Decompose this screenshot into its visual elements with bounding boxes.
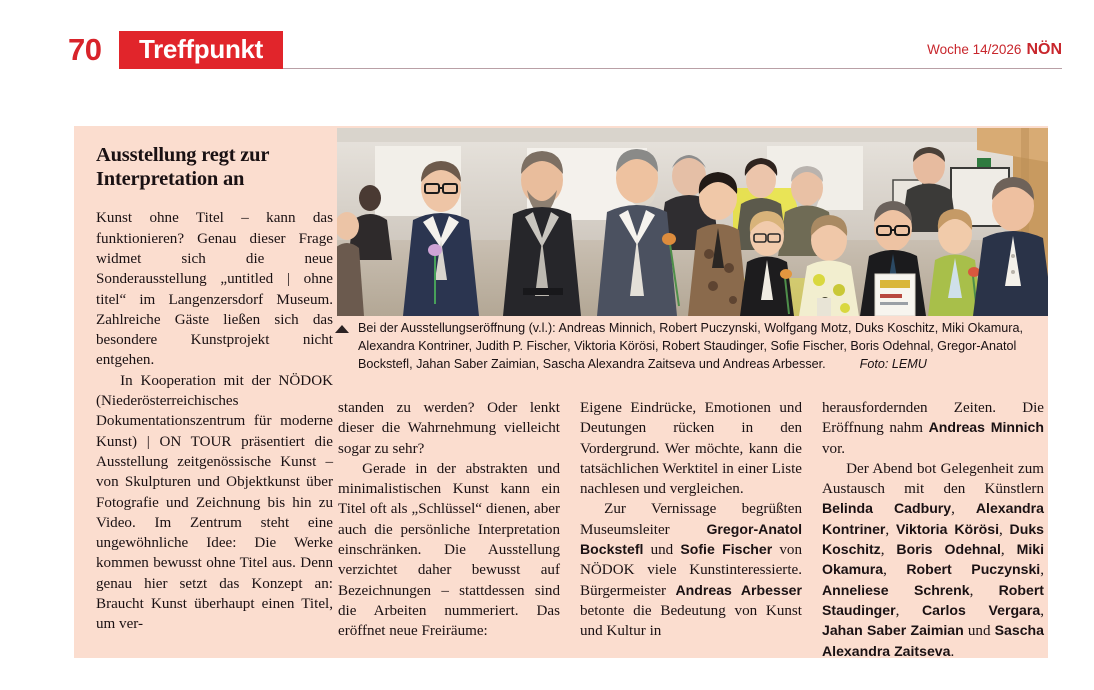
body-text: ,	[880, 542, 897, 559]
brand-logo: NÖN	[1026, 41, 1062, 58]
issue-week: Woche 14/2026	[927, 42, 1022, 57]
page-masthead	[0, 0, 1094, 95]
body-text: ,	[998, 521, 1010, 538]
body-text: ,	[883, 562, 907, 579]
body-paragraph	[338, 398, 560, 459]
body-text: Zur Vernissage begrüßten Museumsleiter	[580, 501, 802, 538]
section-tag-label: Treffpunkt	[138, 34, 264, 64]
body-text: betonte die Bedeutung von Kunst und Kultur in	[580, 602, 802, 640]
body-column-4	[822, 398, 1045, 660]
section-tag	[119, 31, 283, 69]
body-text: ,	[951, 501, 976, 518]
body-paragraph	[580, 398, 802, 499]
person-name: Duks Koschitz	[822, 520, 1045, 558]
photo-credit: Foto: LEMU	[859, 356, 927, 371]
body-text: ,	[1040, 562, 1045, 579]
person-name: Viktoria Körösi	[895, 520, 999, 537]
article-panel	[74, 126, 1048, 658]
body-text: und	[643, 542, 681, 559]
body-text: von NÖDOK viele Kunstinteressierte. Bürgermeister	[580, 542, 803, 599]
person-name: Sofie Fischer	[680, 541, 773, 558]
intro-paragraph: Kunst ohne Titel – kann das funktionieren? Genau dieser Frage widmet sich die neue Sonderausstellung „untitled | ohne titel“ im Langenzersdorf Museum. Zahlreiche Gäste ließen sich das besondere Kunstprojekt nicht entgehen.	[96, 210, 333, 369]
person-name: Miki Okamura	[822, 541, 1044, 578]
event-photo	[337, 128, 1048, 316]
person-name: Gregor-Anatol Bockstefl	[580, 520, 802, 558]
person-name: Andreas Arbesser	[675, 581, 802, 598]
body-paragraph	[338, 459, 560, 642]
person-name: Robert Staudinger	[822, 581, 1044, 618]
body-column-3	[580, 398, 802, 648]
article-body-columns	[96, 398, 1045, 660]
person-name: Alexandra Kontriner	[822, 500, 1044, 537]
person-name: Jahan Saber Zaimian	[822, 622, 964, 639]
body-text: vor.	[822, 440, 846, 457]
header-divider	[283, 68, 1062, 69]
issue-info	[927, 42, 1062, 58]
triangle-up-icon	[335, 325, 349, 333]
person-name: Boris Odehnal	[896, 541, 1001, 558]
intro-paragraph: In Kooperation mit der NÖDOK (Niederösterreichisches Dokumentationszentrum für moderne Kunst) | ON TOUR präsentiert die Ausstellung zeitgenössische Kunst – von Skulpturen und Objektkunst über Fotografie und Zeichnung bis hin zu Video. Im Zentrum steht eine ungewöhnliche Idee: Die Werke kommen bewusst ohne Titel aus. Denn genau hier setzt das Konzept an: Braucht Kunst überhaupt einen Titel, um ver-	[96, 372, 333, 633]
body-paragraph	[822, 459, 1044, 662]
body-text: Gerade in der abstrakten und minimalistischen Kunst kann ein Titel oft als „Schlüssel“ dienen, aber auch die persönliche Interpretation einschränken. Die Ausstellung verzichtet daher bewusst auf Bezeichnungen – stattdessen sind die Arbeiten nummeriert. Das eröffnet neue Freiräume:	[338, 460, 560, 640]
body-paragraph	[580, 499, 802, 641]
person-name: Belinda Cadbury	[822, 500, 952, 517]
body-paragraph	[822, 398, 1044, 459]
person-name: Carlos Vergara	[921, 601, 1041, 618]
photo-caption	[335, 320, 1048, 374]
body-column-1	[96, 398, 318, 648]
page-number: 70	[68, 32, 102, 67]
person-name: Sascha Alexandra Zaitseva	[822, 622, 1044, 659]
body-column-2	[338, 398, 560, 648]
body-text: ,	[1000, 542, 1017, 559]
body-text: ,	[1040, 602, 1044, 619]
body-text: herausfordernden Zeiten. Die Eröffnung nahm	[822, 400, 1044, 437]
body-text: ,	[895, 602, 922, 619]
body-text: und	[963, 623, 995, 640]
event-photo-image	[337, 128, 1048, 316]
article-headline: Ausstellung regt zur Interpretation an	[96, 144, 269, 191]
body-text: ,	[885, 521, 896, 538]
person-name: Robert Puczynski	[906, 561, 1041, 578]
body-text: Eigene Eindrücke, Emotionen und Deutungen rücken in den Vordergrund. Wer möchte, kann die tatsächlichen Werktitel in einer Liste nachlesen und vergleichen.	[580, 400, 802, 498]
body-text: Der Abend bot Gelegenheit zum Austausch mit den Künstlern	[822, 460, 1044, 498]
body-text: ,	[969, 582, 999, 599]
caption-body: Bei der Ausstellungseröffnung (v.l.): Andreas Minnich, Robert Puczynski, Wolfgang Motz, Duks Koschitz, Miki Okamura, Alexandra Kontriner, Judith P. Fischer, Viktoria Körösi, Robert Staudinger, Sofie Fischer, Boris Odehnal, Gregor-Anatol Bockstefl, Jahan Saber Zaimian, Sascha Alexandra Zaitseva und Andreas Arbesser.	[358, 321, 1023, 371]
person-name: Andreas Minnich	[928, 419, 1044, 436]
body-text: .	[950, 643, 955, 660]
body-text: standen zu werden? Oder lenkt dieser die Wahrnehmung vielleicht sogar zu sehr?	[338, 400, 560, 457]
photo-caption-text	[335, 320, 1048, 374]
person-name: Anneliese Schrenk	[822, 581, 970, 598]
